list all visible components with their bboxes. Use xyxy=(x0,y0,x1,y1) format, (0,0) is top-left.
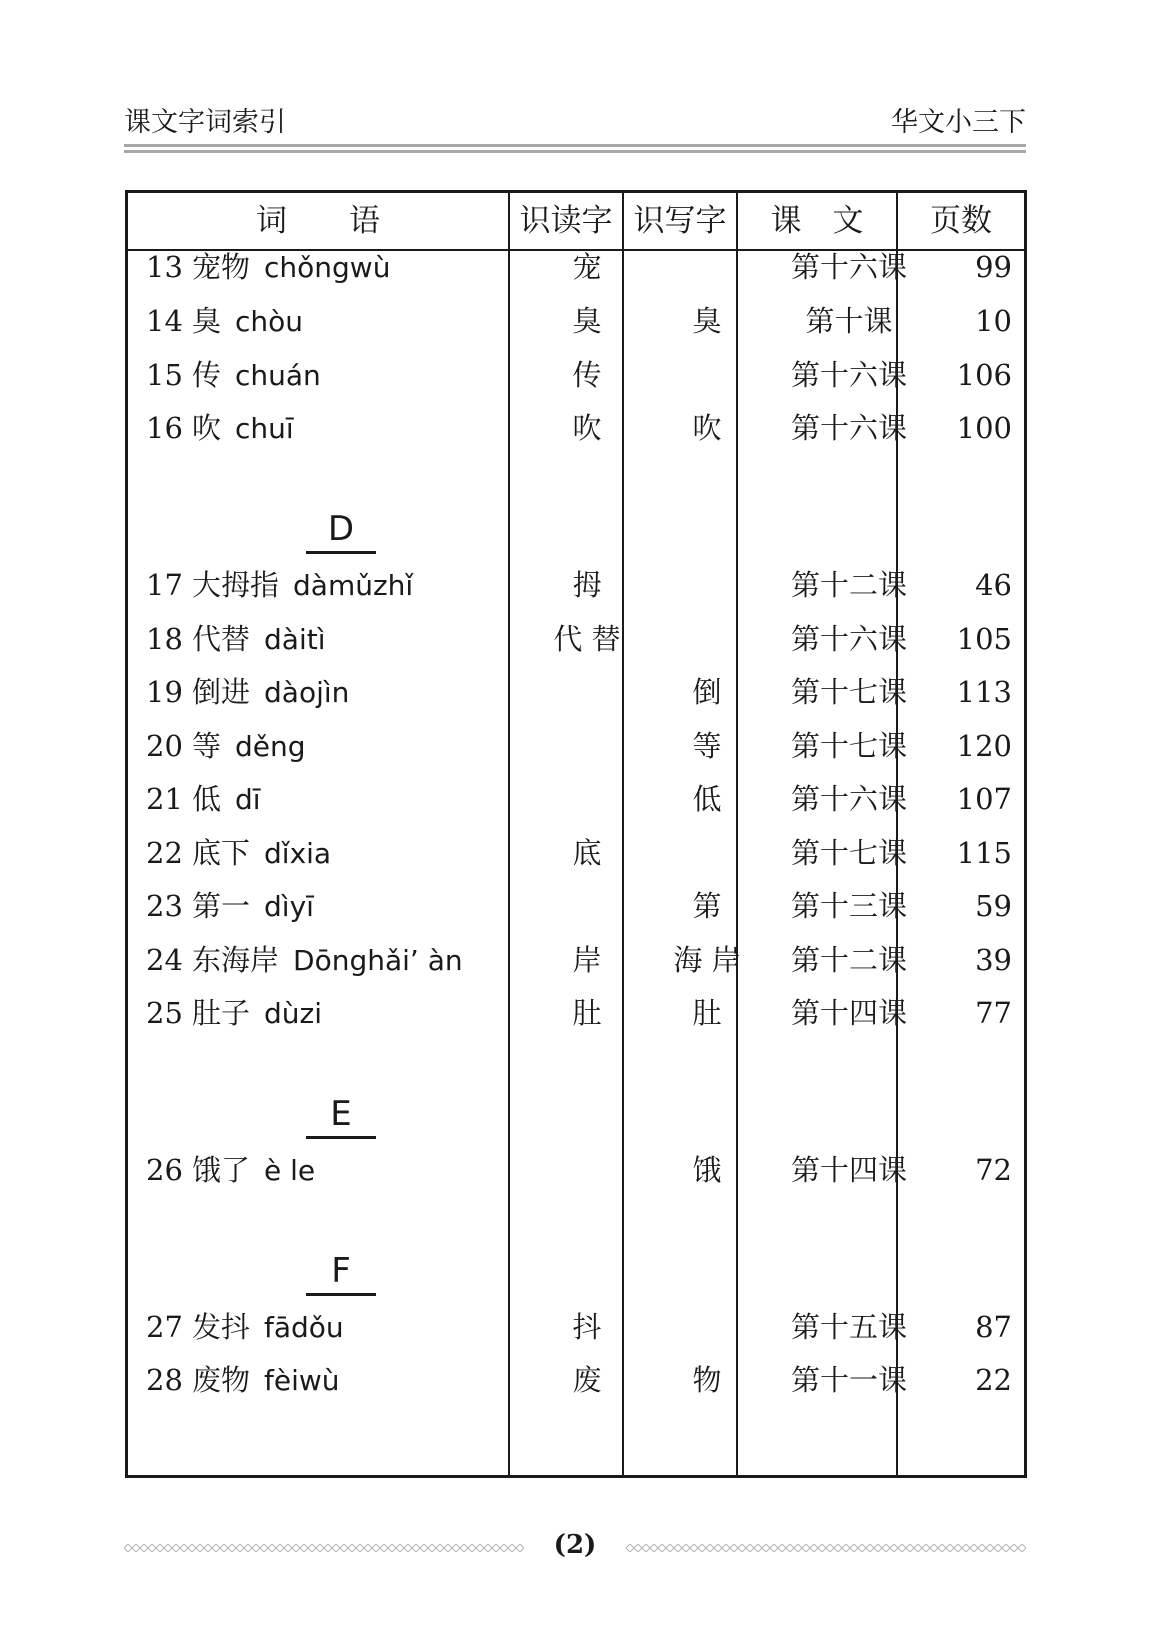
lesson-name: 第十课 xyxy=(805,304,893,338)
entry-hanzi: 第一 xyxy=(192,889,251,923)
read-character: 废 xyxy=(572,1363,602,1397)
entry-number: 13 xyxy=(146,250,183,284)
read-character: 吹 xyxy=(572,411,602,445)
entry-word xyxy=(192,771,261,827)
table-row xyxy=(128,1352,1024,1408)
entry-number: 26 xyxy=(146,1153,183,1187)
table-row xyxy=(128,239,1024,295)
read-character: 宠 xyxy=(572,250,602,284)
write-character: 第 xyxy=(692,889,722,923)
entry-number: 16 xyxy=(146,411,183,445)
lesson-name: 第十六课 xyxy=(790,250,907,284)
running-header-title: 课文字词索引 xyxy=(124,107,286,138)
entry-word xyxy=(192,1299,344,1355)
page-ref: 87 xyxy=(975,1310,1012,1344)
read-character: 传 xyxy=(572,358,602,392)
entry-word xyxy=(192,932,463,988)
read-character xyxy=(528,718,646,774)
page-ref: 99 xyxy=(975,250,1012,284)
entry-pinyin: chǒngwù xyxy=(264,251,391,284)
page-ref: 113 xyxy=(956,675,1012,709)
write-character xyxy=(648,347,766,403)
lesson-name: 第十二课 xyxy=(790,943,907,977)
page-ref: 77 xyxy=(975,996,1012,1030)
page-ref: 106 xyxy=(956,358,1012,392)
entry-number: 21 xyxy=(146,782,183,816)
entry-pinyin: chuán xyxy=(235,359,321,392)
write-character: 海 岸 xyxy=(673,943,741,977)
col-header-lesson: 课 文 xyxy=(770,203,864,239)
entry-pinyin: dàmǔzhǐ xyxy=(293,569,414,602)
entry-word xyxy=(192,293,303,349)
header-rule xyxy=(124,144,1026,147)
entry-hanzi: 发抖 xyxy=(192,1310,251,1344)
entry-pinyin: dī xyxy=(235,783,261,816)
write-character xyxy=(648,611,766,667)
footer-ornament-left xyxy=(124,1544,524,1552)
entry-number: 27 xyxy=(146,1310,183,1344)
entry-word xyxy=(192,557,413,613)
write-character: 饿 xyxy=(692,1153,722,1187)
entry-number: 23 xyxy=(146,889,183,923)
section-letter-d: D xyxy=(327,509,355,549)
read-character xyxy=(528,878,646,934)
entry-word xyxy=(192,825,331,881)
read-character: 肚 xyxy=(572,996,602,1030)
entry-hanzi: 东海岸 xyxy=(192,943,280,977)
lesson-name: 第十七课 xyxy=(790,729,907,763)
entry-number: 19 xyxy=(146,675,183,709)
section-underline xyxy=(306,551,376,554)
lesson-name: 第十六课 xyxy=(790,358,907,392)
table-row xyxy=(128,771,1024,827)
read-character: 抖 xyxy=(572,1310,602,1344)
entry-word xyxy=(192,878,314,934)
entry-pinyin: fādǒu xyxy=(264,1311,344,1344)
write-character xyxy=(648,239,766,295)
table-row xyxy=(128,932,1024,988)
table-row xyxy=(128,718,1024,774)
entry-hanzi: 低 xyxy=(192,782,222,816)
table-row xyxy=(128,1299,1024,1355)
write-character xyxy=(648,1299,766,1355)
write-character xyxy=(648,825,766,881)
running-header-book: 华文小三下 xyxy=(891,107,1026,138)
entry-number: 18 xyxy=(146,622,183,656)
table-row xyxy=(128,347,1024,403)
read-character: 拇 xyxy=(572,568,602,602)
entry-word xyxy=(192,400,294,456)
table-row xyxy=(128,878,1024,934)
footer-ornament-right xyxy=(626,1544,1026,1552)
lesson-name: 第十二课 xyxy=(790,568,907,602)
entry-hanzi: 饿了 xyxy=(192,1153,251,1187)
entry-hanzi: 大拇指 xyxy=(192,568,280,602)
entry-word xyxy=(192,1352,340,1408)
entry-hanzi: 代替 xyxy=(192,622,251,656)
write-character: 低 xyxy=(692,782,722,816)
entry-word xyxy=(192,611,325,667)
entry-number: 28 xyxy=(146,1363,183,1397)
entry-hanzi: 底下 xyxy=(192,836,251,870)
col-header-write: 识写字 xyxy=(633,203,727,239)
table-row xyxy=(128,1142,1024,1198)
entry-pinyin: děng xyxy=(235,730,306,763)
index-table xyxy=(125,190,1027,1478)
write-character: 倒 xyxy=(692,675,722,709)
write-character: 肚 xyxy=(692,996,722,1030)
write-character: 物 xyxy=(692,1363,722,1397)
page-ref: 46 xyxy=(975,568,1012,602)
entry-pinyin: dàitì xyxy=(264,623,326,656)
read-character: 底 xyxy=(572,836,602,870)
entry-number: 14 xyxy=(146,304,183,338)
lesson-name: 第十三课 xyxy=(790,889,907,923)
section-underline xyxy=(306,1293,376,1296)
entry-number: 15 xyxy=(146,358,183,392)
write-character xyxy=(648,557,766,613)
lesson-name: 第十六课 xyxy=(790,411,907,445)
write-character: 臭 xyxy=(692,304,722,338)
entry-pinyin: chòu xyxy=(235,305,304,338)
entry-number: 24 xyxy=(146,943,183,977)
page-ref: 105 xyxy=(956,622,1012,656)
lesson-name: 第十四课 xyxy=(790,996,907,1030)
write-character: 吹 xyxy=(692,411,722,445)
table-row xyxy=(128,664,1024,720)
entry-number: 17 xyxy=(146,568,183,602)
entry-word xyxy=(192,347,321,403)
entry-pinyin: dùzi xyxy=(264,997,323,1030)
entry-pinyin: fèiwù xyxy=(264,1364,340,1397)
lesson-name: 第十四课 xyxy=(790,1153,907,1187)
entry-hanzi: 废物 xyxy=(192,1363,251,1397)
entry-pinyin: dǐxia xyxy=(264,837,332,870)
read-character xyxy=(528,664,646,720)
read-character: 岸 xyxy=(572,943,602,977)
col-header-word: 词 语 xyxy=(256,203,380,239)
col-header-read: 识读字 xyxy=(519,203,613,239)
entry-pinyin: dàojìn xyxy=(264,676,350,709)
entry-pinyin: è le xyxy=(264,1154,316,1187)
lesson-name: 第十七课 xyxy=(790,675,907,709)
entry-pinyin: Dōnghǎi’ àn xyxy=(293,944,463,977)
entry-number: 22 xyxy=(146,836,183,870)
lesson-name: 第十一课 xyxy=(790,1363,907,1397)
entry-hanzi: 倒进 xyxy=(192,675,251,709)
lesson-name: 第十五课 xyxy=(790,1310,907,1344)
col-header-page: 页数 xyxy=(930,203,992,239)
table-row xyxy=(128,557,1024,613)
page-ref: 10 xyxy=(975,304,1012,338)
table-row xyxy=(128,293,1024,349)
entry-pinyin: dìyī xyxy=(264,890,314,923)
entry-number: 20 xyxy=(146,729,183,763)
page-ref: 107 xyxy=(956,782,1012,816)
entry-word xyxy=(192,239,390,295)
entry-hanzi: 宠物 xyxy=(192,250,251,284)
page-number: (2) xyxy=(553,1530,597,1560)
entry-hanzi: 传 xyxy=(192,358,222,392)
section-letter-f: F xyxy=(331,1251,351,1291)
lesson-name: 第十七课 xyxy=(790,836,907,870)
header-rule xyxy=(124,150,1026,153)
entry-word xyxy=(192,985,322,1041)
page-ref: 59 xyxy=(975,889,1012,923)
table-row xyxy=(128,985,1024,1041)
table-row xyxy=(128,825,1024,881)
lesson-name: 第十六课 xyxy=(790,622,907,656)
read-character: 臭 xyxy=(572,304,602,338)
page-ref: 120 xyxy=(956,729,1012,763)
entry-pinyin: chuī xyxy=(235,412,294,445)
page-ref: 115 xyxy=(956,836,1012,870)
entry-hanzi: 吹 xyxy=(192,411,222,445)
read-character xyxy=(528,771,646,827)
entry-hanzi: 肚子 xyxy=(192,996,251,1030)
page-ref: 39 xyxy=(975,943,1012,977)
page-ref: 72 xyxy=(975,1153,1012,1187)
lesson-name: 第十六课 xyxy=(790,782,907,816)
entry-word xyxy=(192,1142,315,1198)
read-character xyxy=(528,1142,646,1198)
read-character: 代 替 xyxy=(553,622,621,656)
entry-hanzi: 臭 xyxy=(192,304,222,338)
write-character: 等 xyxy=(692,729,722,763)
entry-number: 25 xyxy=(146,996,183,1030)
entry-word xyxy=(192,664,349,720)
page-ref: 22 xyxy=(975,1363,1012,1397)
section-letter-e: E xyxy=(330,1094,352,1134)
section-underline xyxy=(306,1136,376,1139)
entry-word xyxy=(192,718,306,774)
table-row xyxy=(128,611,1024,667)
page-ref: 100 xyxy=(956,411,1012,445)
entry-hanzi: 等 xyxy=(192,729,222,763)
table-row xyxy=(128,400,1024,456)
